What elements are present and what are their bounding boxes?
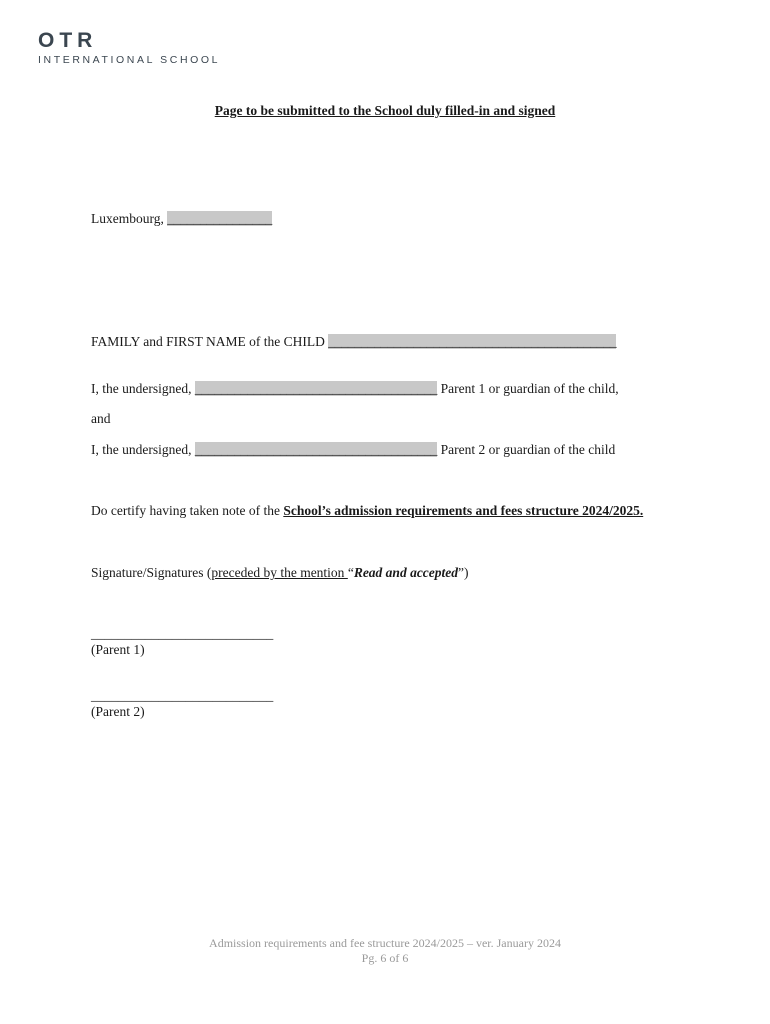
signature-open-quote: “ (347, 565, 354, 580)
parent1-name-field[interactable]: _____________________________________ (194, 381, 438, 396)
luxembourg-label: Luxembourg, (91, 211, 168, 226)
parent1-prefix: I, the undersigned, (91, 381, 195, 396)
parent2-name-field[interactable]: _____________________________________ (194, 442, 438, 457)
signature-prefix: Signature/Signatures ( (91, 565, 212, 580)
child-name-line (91, 334, 616, 350)
certify-line (91, 503, 643, 519)
signature-underlined: preceded by the mention (211, 565, 348, 580)
parent1-signature-label: (Parent 1) (91, 642, 145, 657)
logo-mark: OTR (38, 29, 98, 52)
certify-prefix: Do certify having taken note of the (91, 503, 284, 518)
and-text: and (91, 411, 111, 426)
page-title: Page to be submitted to the School duly filled-in and signed (214, 103, 556, 118)
parent1-line (91, 381, 619, 397)
signature-instruction (91, 565, 469, 581)
date-field[interactable]: ________________ (167, 211, 273, 226)
footer-page-number: Pg. 6 of 6 (361, 951, 409, 965)
parent2-signature-line[interactable]: ___________________________ (91, 688, 274, 703)
parent2-suffix: Parent 2 or guardian of the child (437, 442, 616, 457)
parent2-line (91, 442, 615, 458)
child-name-field[interactable]: ____________________________________________ (328, 334, 617, 349)
luxembourg-line (91, 211, 272, 227)
footer-document-info: Admission requirements and fee structure 2024/2025 – ver. January 2024 (209, 936, 561, 950)
school-logo (38, 30, 220, 66)
page-footer (0, 936, 770, 966)
admission-requirements-link[interactable]: School’s admission requirements and fees structure 2024/2025. (283, 503, 644, 518)
parent2-prefix: I, the undersigned, (91, 442, 195, 457)
read-and-accepted: Read and accepted (353, 565, 459, 580)
parent1-signature-line[interactable]: ___________________________ (91, 626, 274, 641)
signature-close: ”) (458, 565, 469, 580)
parent1-suffix: Parent 1 or guardian of the child, (437, 381, 619, 396)
parent2-signature-label: (Parent 2) (91, 704, 145, 719)
child-name-label: FAMILY and FIRST NAME of the CHILD (91, 334, 329, 349)
logo-subtitle: INTERNATIONAL SCHOOL (38, 54, 221, 66)
